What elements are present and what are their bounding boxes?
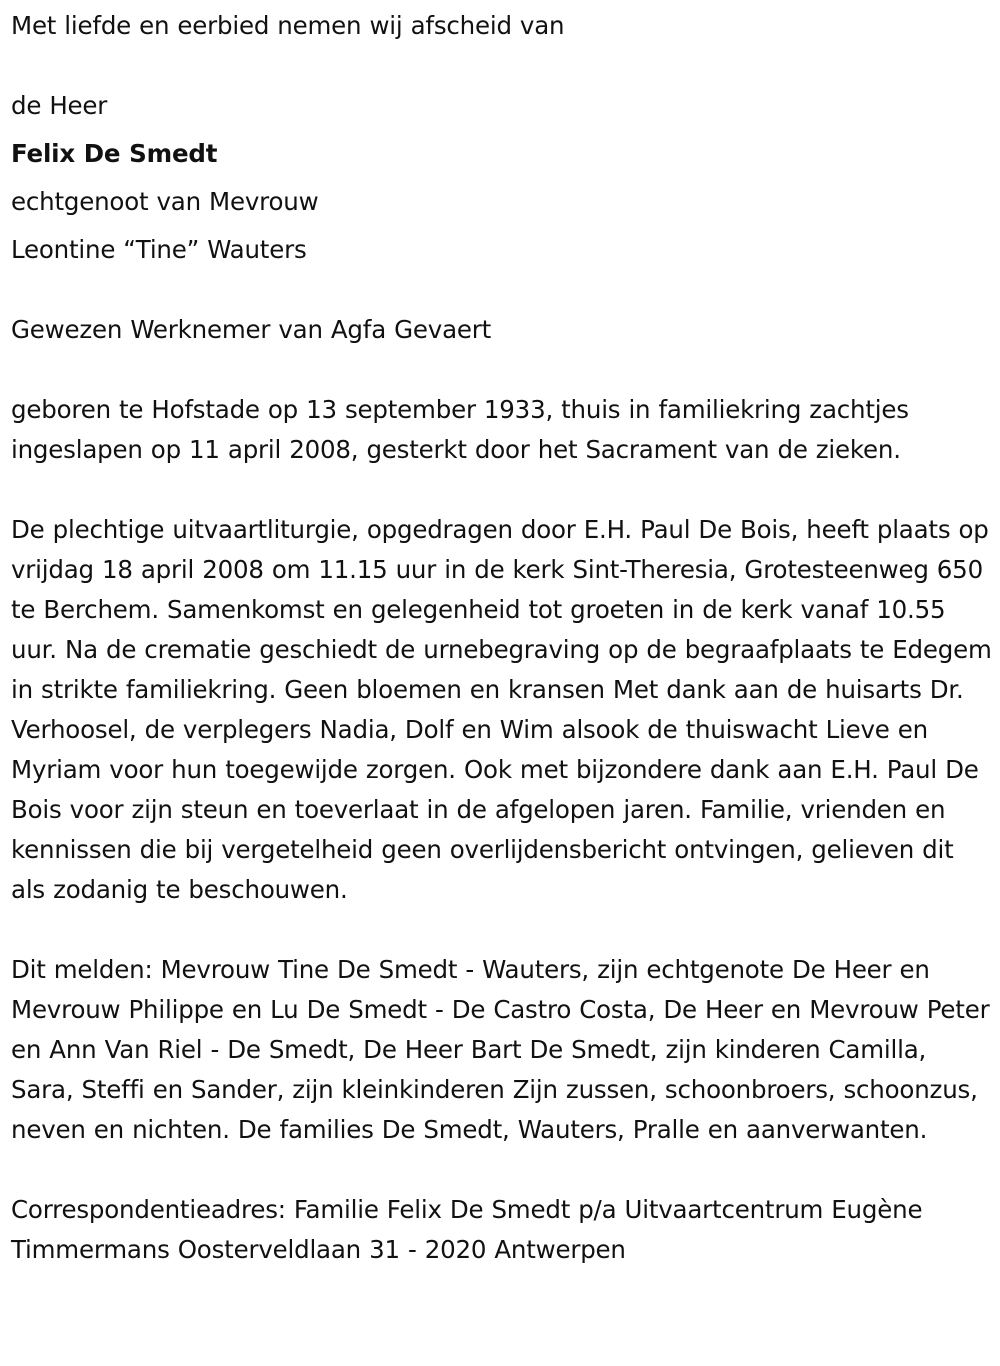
- family-paragraph: Dit melden: Mevrouw Tine De Smedt - Wauters, zijn echtgenote De Heer en Mevrouw Philippe en Lu De Smedt - De Castro Costa, De Heer en Mevrouw Peter en Ann Van Riel - De Smedt, De Heer Bart De Smedt, zijn kinderen Camilla, Sara, Steffi en Sander, zijn kleinkinderen Zijn zussen, schoonbroers, schoonzus, neven en nichten. De families De Smedt, Wauters, Pralle en aanverwanten.: [11, 955, 990, 1144]
- birth-death-paragraph: geboren te Hofstade op 13 september 1933, thuis in familiekring zachtjes ingeslapen op 11 april 2008, gesterkt door het Sacrament van de zieken.: [11, 395, 909, 464]
- spouse-line-1: echtgenoot van Mevrouw: [11, 187, 319, 216]
- title-prefix: de Heer: [11, 91, 108, 120]
- ceremony-paragraph: De plechtige uitvaartliturgie, opgedragen door E.H. Paul De Bois, heeft plaats op vrijdag 18 april 2008 om 11.15 uur in de kerk Sint-Theresia, Grotesteenweg 650 te Berchem. Samenkomst en gelegenheid tot groeten in de kerk vanaf 10.55 uur. Na de crematie geschiedt de urnebegraving op de begraafplaats te Edegem in strikte familiekring. Geen bloemen en kransen Met dank aan de huisarts Dr. Verhoosel, de verplegers Nadia, Dolf en Wim alsook de thuiswacht Lieve en Myriam voor hun toegewijde zorgen. Ook met bijzondere dank aan E.H. Paul De Bois voor zijn steun en toeverlaat in de afgelopen jaren. Familie, vrienden en kennissen die bij vergetelheid geen overlijdensbericht ontvingen, gelieven dit als zodanig te beschouwen.: [11, 515, 992, 904]
- occupation-text: Gewezen Werknemer van Agfa Gevaert: [11, 315, 492, 344]
- correspondence-paragraph: Correspondentieadres: Familie Felix De Smedt p/a Uitvaartcentrum Eugène Timmermans Oosterveldlaan 31 - 2020 Antwerpen: [11, 1195, 923, 1264]
- intro-text: Met liefde en eerbied nemen wij afscheid van: [11, 11, 565, 40]
- deceased-name: Felix De Smedt: [11, 139, 218, 168]
- obituary-document: [11, 6, 995, 1270]
- spouse-line-2: Leontine “Tine” Wauters: [11, 235, 307, 264]
